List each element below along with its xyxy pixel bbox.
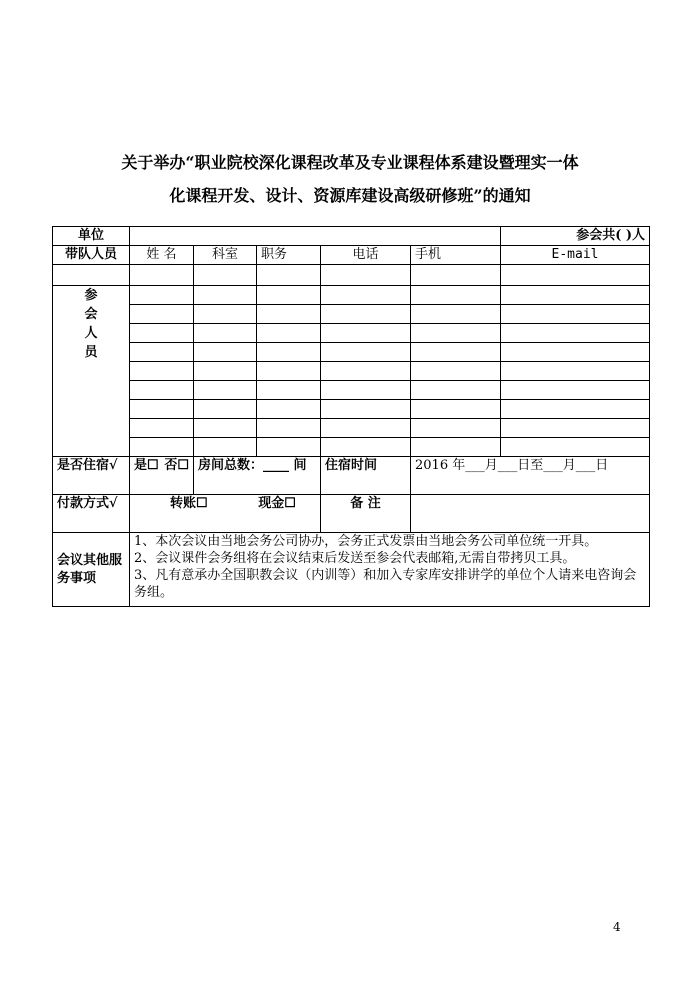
participant-cell[interactable] [501, 381, 650, 400]
participant-cell[interactable] [411, 305, 501, 324]
lodging-yes-checkbox[interactable]: 是☐ [134, 458, 159, 473]
participant-cell[interactable] [411, 438, 501, 457]
lodging-options[interactable] [130, 457, 194, 495]
participant-cell[interactable] [130, 305, 194, 324]
col-email: E-mail [501, 246, 650, 265]
title-line-2: 化课程开发、设计、资源库建设高级研修班”的通知 [169, 186, 531, 205]
participant-cell[interactable] [411, 362, 501, 381]
participant-cell[interactable] [501, 400, 650, 419]
note-item: 2、会议课件会务组将在会议结束后发送至参会代表邮箱,无需自带拷贝工具。 [134, 551, 576, 566]
participant-cell[interactable] [130, 400, 194, 419]
lodging-no-checkbox[interactable]: 否☐ [164, 458, 189, 473]
participant-cell[interactable] [411, 419, 501, 438]
payment-label: 付款方式√ [53, 495, 130, 533]
participant-cell[interactable] [411, 324, 501, 343]
participant-cell[interactable] [130, 343, 194, 362]
participant-cell[interactable] [194, 381, 257, 400]
title-line-1: 关于举办“职业院校深化课程改革及专业课程体系建设暨理实一体 [121, 153, 579, 172]
participants-label: 参 会 人 员 [53, 286, 130, 457]
participant-cell[interactable] [321, 438, 411, 457]
participant-cell[interactable] [501, 438, 650, 457]
note-item: 1、本次会议由当地会务公司协办，会务正式发票由当地会务公司单位统一开具。 [134, 534, 598, 549]
participant-cell[interactable] [257, 286, 321, 305]
leader-position-cell[interactable] [257, 265, 321, 286]
participant-cell[interactable] [194, 362, 257, 381]
participant-cell[interactable] [411, 400, 501, 419]
other-services-notes [130, 533, 650, 607]
participant-cell[interactable] [321, 343, 411, 362]
participant-cell[interactable] [257, 438, 321, 457]
participant-cell[interactable] [130, 419, 194, 438]
leader-mobile-cell[interactable] [411, 265, 501, 286]
stay-time-value[interactable]: 2016 年___月___日至___月___日 [411, 457, 650, 495]
registration-form [52, 226, 650, 607]
participant-cell[interactable] [194, 343, 257, 362]
leader-dept-cell[interactable] [194, 265, 257, 286]
note-item: 3、凡有意承办全国职教会议（内训等）和加入专家库安排讲学的单位个人请来电咨询会务组。 [134, 568, 637, 600]
payment-transfer-checkbox[interactable]: 转账☐ [170, 496, 208, 511]
participant-cell[interactable] [321, 324, 411, 343]
participant-cell[interactable] [257, 381, 321, 400]
participant-cell[interactable] [130, 324, 194, 343]
participant-cell[interactable] [321, 419, 411, 438]
remarks-label: 备 注 [321, 495, 411, 533]
participant-cell[interactable] [194, 286, 257, 305]
participant-cell[interactable] [501, 362, 650, 381]
payment-cash-checkbox[interactable]: 现金☐ [258, 496, 296, 511]
leader-label: 带队人员 [53, 246, 130, 265]
col-phone: 电话 [321, 246, 411, 265]
lodging-label: 是否住宿√ [53, 457, 130, 495]
participant-cell[interactable] [257, 400, 321, 419]
participant-cell[interactable] [194, 324, 257, 343]
leader-name-cell[interactable] [130, 265, 194, 286]
participant-cell[interactable] [257, 305, 321, 324]
rooms-count[interactable]: 房间总数：____ 间 [194, 457, 321, 495]
participant-cell[interactable] [321, 305, 411, 324]
participant-cell[interactable] [411, 381, 501, 400]
participant-cell[interactable] [194, 438, 257, 457]
participant-cell[interactable] [501, 324, 650, 343]
participant-cell[interactable] [194, 400, 257, 419]
unit-label: 单位 [53, 227, 130, 246]
attendees-total[interactable]: 参会共( )人 [501, 227, 650, 246]
col-department: 科室 [194, 246, 257, 265]
participant-cell[interactable] [130, 286, 194, 305]
participant-cell[interactable] [321, 381, 411, 400]
participant-cell[interactable] [411, 343, 501, 362]
participant-cell[interactable] [194, 305, 257, 324]
participant-cell[interactable] [501, 419, 650, 438]
col-position: 职务 [257, 246, 321, 265]
unit-field[interactable] [130, 227, 501, 246]
leader-blank [53, 265, 130, 286]
participant-cell[interactable] [257, 419, 321, 438]
participant-cell[interactable] [321, 400, 411, 419]
remarks-field[interactable] [411, 495, 650, 533]
stay-time-label: 住宿时间 [321, 457, 411, 495]
participant-cell[interactable] [501, 286, 650, 305]
participant-cell[interactable] [130, 381, 194, 400]
other-services-label: 会议其他服务事项 [53, 533, 130, 607]
participant-cell[interactable] [257, 324, 321, 343]
col-mobile: 手机 [411, 246, 501, 265]
participant-cell[interactable] [321, 362, 411, 381]
page-number: 4 [613, 920, 621, 934]
col-name: 姓 名 [130, 246, 194, 265]
participant-cell[interactable] [130, 438, 194, 457]
participant-cell[interactable] [411, 286, 501, 305]
participant-cell[interactable] [321, 286, 411, 305]
participant-cell[interactable] [194, 419, 257, 438]
participant-cell[interactable] [130, 362, 194, 381]
participant-cell[interactable] [257, 343, 321, 362]
leader-phone-cell[interactable] [321, 265, 411, 286]
payment-options [130, 495, 321, 533]
participant-cell[interactable] [257, 362, 321, 381]
participant-cell[interactable] [501, 343, 650, 362]
participant-cell[interactable] [501, 305, 650, 324]
leader-email-cell[interactable] [501, 265, 650, 286]
